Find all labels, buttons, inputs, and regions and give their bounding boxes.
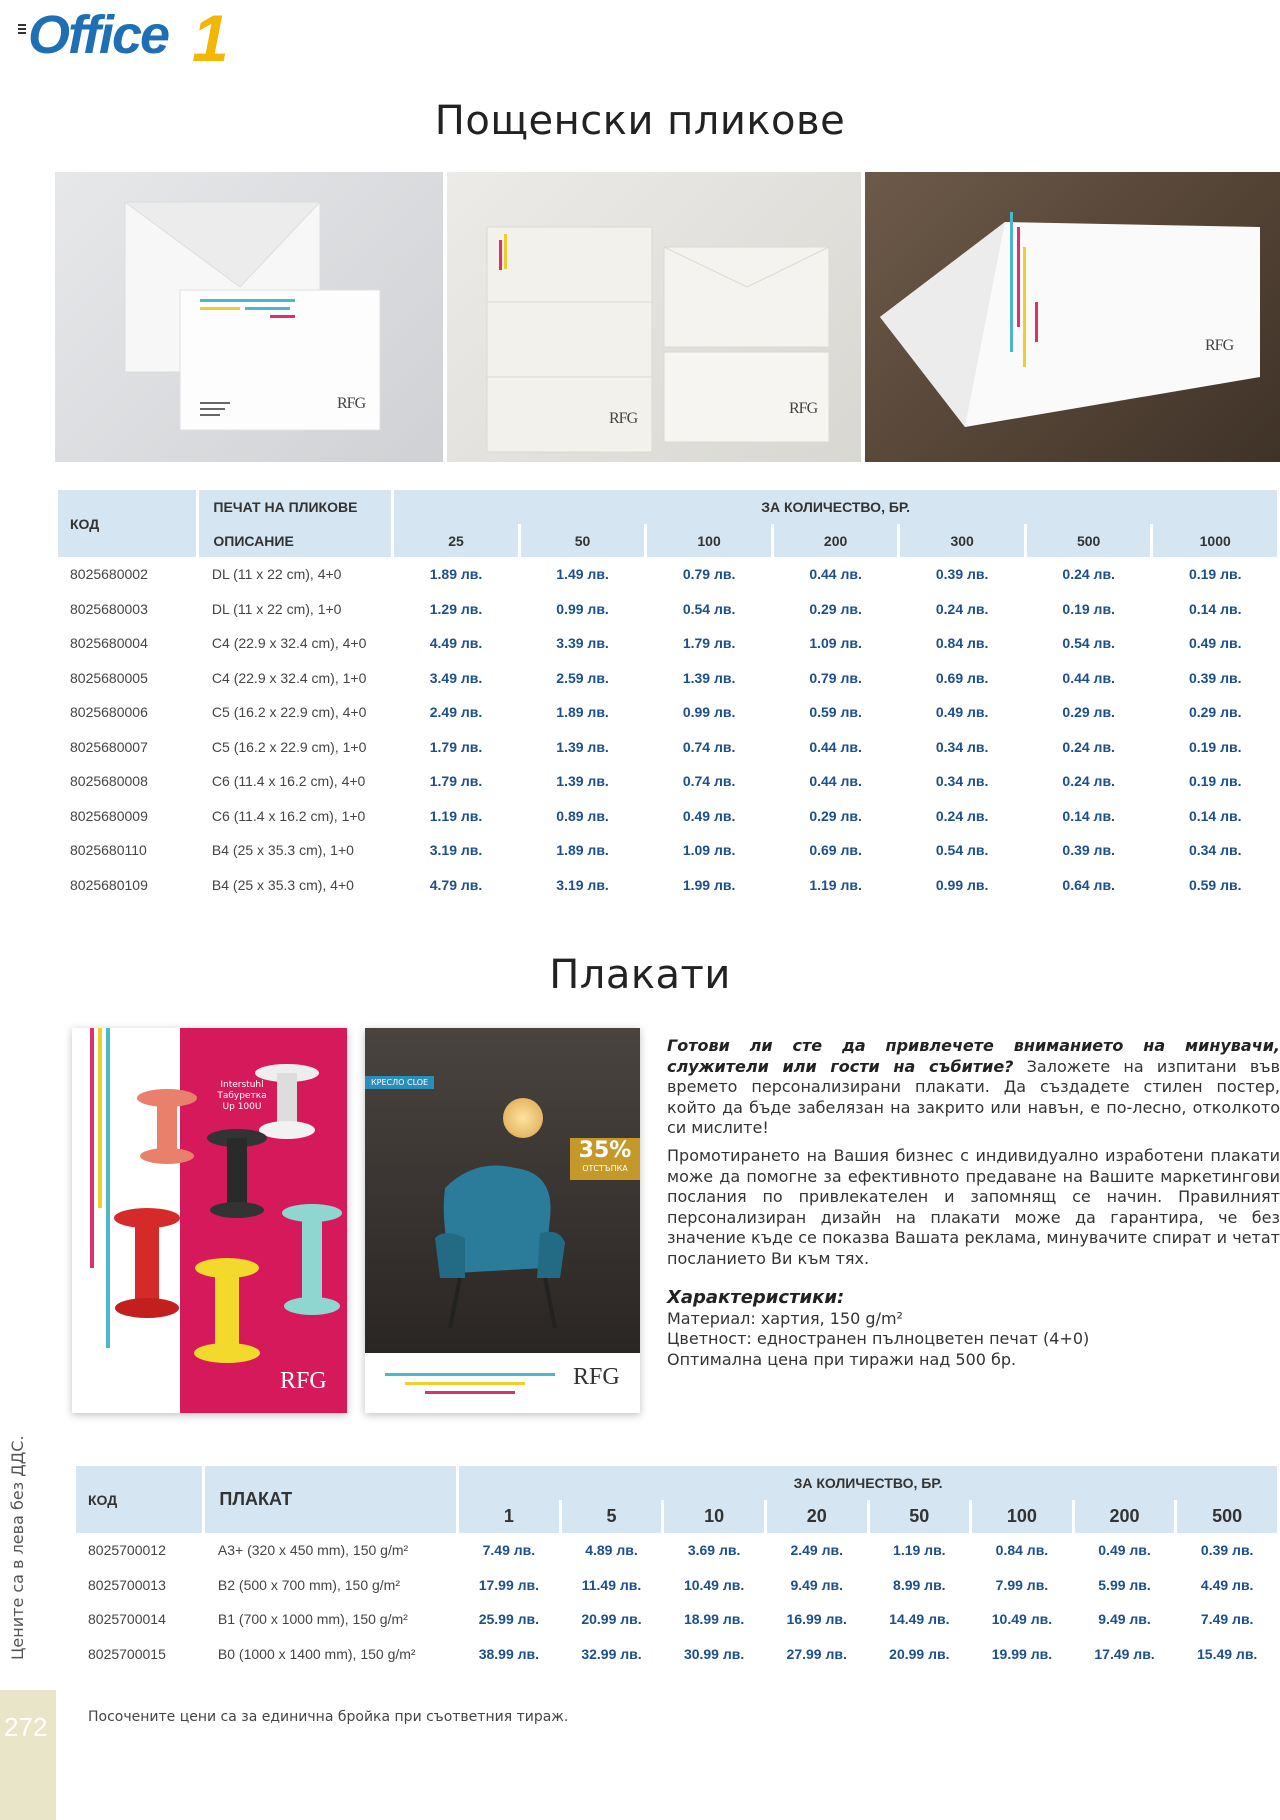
quantity-header: 300 bbox=[899, 524, 1026, 557]
table-row bbox=[58, 695, 1279, 730]
posters-intro bbox=[667, 1036, 1280, 1139]
price-cell: 0.44 лв. bbox=[809, 738, 862, 755]
quantity-header: 10 bbox=[663, 1500, 766, 1533]
product-code: 8025680110 bbox=[70, 842, 147, 859]
product-description: C5 (16.2 x 22.9 cm), 1+0 bbox=[211, 738, 367, 755]
product-description: C5 (16.2 x 22.9 cm), 4+0 bbox=[211, 704, 367, 721]
product-code: 8025680005 bbox=[70, 669, 148, 686]
table-row bbox=[58, 557, 1279, 592]
envelope-illustration-3 bbox=[865, 172, 1280, 462]
product-description: DL (11 x 22 cm), 4+0 bbox=[211, 566, 342, 583]
price-cell: 15.49 лв. bbox=[1197, 1645, 1258, 1662]
discount-badge-value: 35% bbox=[578, 1138, 632, 1163]
product-code: 8025680006 bbox=[70, 704, 148, 721]
poster-col-header-poster: ПЛАКАТ bbox=[204, 1466, 458, 1533]
feature-item: Материал: хартия, 150 g/m² bbox=[667, 1308, 903, 1328]
price-cell: 0.29 лв. bbox=[1188, 704, 1242, 721]
price-cell: 2.49 лв. bbox=[790, 1542, 843, 1559]
price-cell: 0.14 лв. bbox=[1062, 807, 1115, 824]
rfg-mark: RFG bbox=[337, 395, 366, 412]
price-cell: 0.19 лв. bbox=[1188, 738, 1242, 755]
envelope-illustration-1 bbox=[55, 172, 443, 462]
col-header-description: ОПИСАНИЕ bbox=[198, 524, 393, 557]
price-cell: 1.99 лв. bbox=[682, 876, 736, 893]
poster-image-stools bbox=[72, 1028, 347, 1413]
price-cell: 0.19 лв. bbox=[1188, 566, 1242, 583]
price-cell: 1.89 лв. bbox=[556, 842, 609, 859]
price-cell: 2.59 лв. bbox=[556, 669, 609, 686]
price-cell: 0.44 лв. bbox=[809, 566, 862, 583]
quantity-header: 1000 bbox=[1152, 524, 1279, 557]
poster2-stripe bbox=[405, 1382, 525, 1385]
product-code: 8025700014 bbox=[88, 1611, 166, 1628]
product-code: 8025680004 bbox=[70, 635, 148, 652]
product-code: 8025680007 bbox=[70, 738, 148, 755]
posters-price-table bbox=[76, 1466, 1280, 1671]
posters-intro-bold: Готови ли сте да привлечете вниманието на минувачи, служители или гости на събитие? bbox=[667, 1036, 1280, 1076]
price-cell: 3.19 лв. bbox=[556, 876, 609, 893]
price-cell: 7.49 лв. bbox=[1200, 1611, 1254, 1628]
price-cell: 25.99 лв. bbox=[478, 1611, 540, 1628]
product-code: 8025680002 bbox=[70, 566, 148, 583]
price-cell: 0.99 лв. bbox=[556, 600, 609, 617]
product-code: 8025680109 bbox=[70, 876, 148, 893]
product-description: DL (11 x 22 cm), 1+0 bbox=[211, 600, 342, 617]
table-row bbox=[58, 764, 1279, 799]
price-cell: 0.34 лв. bbox=[935, 738, 989, 755]
price-cell: 9.49 лв. bbox=[1098, 1611, 1151, 1628]
poster2-stripe bbox=[425, 1391, 515, 1394]
envelopes-title: Пощенски пликове bbox=[434, 98, 846, 144]
poster1-label: Interstuhl Табуретка Up 100U bbox=[217, 1080, 267, 1112]
product-code: 8025700015 bbox=[88, 1645, 166, 1662]
price-cell: 4.49 лв. bbox=[1200, 1576, 1254, 1593]
price-cell: 0.49 лв. bbox=[935, 704, 989, 721]
price-cell: 0.49 лв. bbox=[682, 807, 736, 824]
poster-image-chair bbox=[365, 1028, 640, 1413]
price-cell: 0.19 лв. bbox=[1188, 773, 1242, 790]
envelope-illustration-2 bbox=[447, 172, 861, 462]
price-cell: 1.39 лв. bbox=[556, 773, 609, 790]
price-cell: 38.99 лв. bbox=[478, 1645, 540, 1662]
logo-text: Office bbox=[28, 5, 169, 65]
price-cell: 0.54 лв. bbox=[682, 600, 736, 617]
price-cell: 0.24 лв. bbox=[1062, 773, 1115, 790]
table-row bbox=[76, 1637, 1279, 1672]
product-description: C6 (11.4 x 16.2 cm), 4+0 bbox=[211, 773, 366, 790]
price-cell: 18.99 лв. bbox=[683, 1611, 745, 1628]
price-cell: 0.34 лв. bbox=[1188, 842, 1242, 859]
price-cell: 0.19 лв. bbox=[1062, 600, 1115, 617]
product-description: A3+ (320 x 450 mm), 150 g/m² bbox=[217, 1542, 409, 1559]
price-cell: 0.69 лв. bbox=[935, 669, 989, 686]
price-cell: 16.99 лв. bbox=[786, 1611, 847, 1628]
table-row bbox=[58, 626, 1279, 661]
price-cell: 0.74 лв. bbox=[682, 738, 736, 755]
price-cell: 0.39 лв. bbox=[935, 566, 989, 583]
posters-title: Плакати bbox=[549, 952, 731, 998]
quantity-header: 20 bbox=[765, 1500, 868, 1533]
price-cell: 30.99 лв. bbox=[683, 1645, 745, 1662]
price-cell: 20.99 лв. bbox=[889, 1645, 950, 1662]
price-cell: 0.24 лв. bbox=[1062, 566, 1115, 583]
poster-col-header-quantity: ЗА КОЛИЧЕСТВО, БР. bbox=[458, 1466, 1279, 1500]
price-cell: 0.54 лв. bbox=[1062, 635, 1115, 652]
price-cell: 0.84 лв. bbox=[935, 635, 989, 652]
price-cell: 3.49 лв. bbox=[429, 669, 483, 686]
price-cell: 1.39 лв. bbox=[682, 669, 736, 686]
price-cell: 1.19 лв. bbox=[809, 876, 862, 893]
price-cell: 4.79 лв. bbox=[429, 876, 483, 893]
col-header-code: КОД bbox=[58, 490, 198, 557]
rfg-mark-4: RFG bbox=[1205, 337, 1234, 354]
quantity-header: 5 bbox=[560, 1500, 663, 1533]
price-cell: 1.39 лв. bbox=[556, 738, 609, 755]
price-cell: 1.19 лв. bbox=[429, 807, 483, 824]
product-description: C6 (11.4 x 16.2 cm), 1+0 bbox=[211, 807, 366, 824]
product-code: 8025680009 bbox=[70, 807, 148, 824]
table-row bbox=[58, 833, 1279, 868]
table-row bbox=[58, 661, 1279, 696]
price-cell: 1.29 лв. bbox=[429, 600, 483, 617]
table-row bbox=[58, 799, 1279, 834]
price-cell: 0.59 лв. bbox=[809, 704, 862, 721]
poster2-label: КРЕСЛО CLOE bbox=[365, 1076, 434, 1089]
product-description: B1 (700 x 1000 mm), 150 g/m² bbox=[217, 1611, 408, 1628]
price-cell: 0.34 лв. bbox=[935, 773, 989, 790]
envelope-photo-2 bbox=[447, 172, 861, 462]
rfg-mark-2: RFG bbox=[609, 410, 638, 427]
poster2-rfg: RFG bbox=[573, 1364, 620, 1390]
price-cell: 0.14 лв. bbox=[1188, 600, 1242, 617]
price-cell: 0.54 лв. bbox=[935, 842, 989, 859]
feature-item: Оптимална цена при тиражи над 500 бр. bbox=[667, 1349, 1017, 1369]
price-cell: 0.59 лв. bbox=[1188, 876, 1242, 893]
price-cell: 17.99 лв. bbox=[478, 1576, 540, 1593]
table-row bbox=[58, 592, 1279, 627]
price-cell: 7.99 лв. bbox=[995, 1576, 1049, 1593]
price-cell: 5.99 лв. bbox=[1098, 1576, 1151, 1593]
price-cell: 1.79 лв. bbox=[429, 738, 483, 755]
price-cell: 1.09 лв. bbox=[682, 842, 736, 859]
product-code: 8025700012 bbox=[88, 1542, 166, 1559]
price-cell: 0.49 лв. bbox=[1188, 635, 1242, 652]
product-code: 8025680008 bbox=[70, 773, 148, 790]
price-cell: 0.29 лв. bbox=[809, 600, 862, 617]
chair-illustration bbox=[365, 1028, 640, 1413]
quantity-header: 200 bbox=[1073, 1500, 1176, 1533]
features-title: Характеристики: bbox=[667, 1287, 845, 1308]
poster2-stripe bbox=[385, 1373, 555, 1376]
price-cell: 0.44 лв. bbox=[809, 773, 862, 790]
price-cell: 4.49 лв. bbox=[429, 635, 483, 652]
feature-item: Цветност: едностранен пълноцветен печат (4+0) bbox=[667, 1329, 1090, 1348]
col-header-quantity: ЗА КОЛИЧЕСТВО, БР. bbox=[393, 490, 1279, 524]
price-cell: 1.09 лв. bbox=[809, 635, 862, 652]
quantity-header: 50 bbox=[868, 1500, 971, 1533]
price-cell: 7.49 лв. bbox=[482, 1542, 536, 1559]
envelope-photo-3 bbox=[865, 172, 1280, 462]
quantity-header: 1 bbox=[458, 1500, 561, 1533]
price-cell: 0.24 лв. bbox=[1062, 738, 1115, 755]
price-cell: 0.99 лв. bbox=[682, 704, 736, 721]
office1-logo[interactable] bbox=[22, 1, 232, 75]
price-cell: 1.49 лв. bbox=[556, 566, 609, 583]
side-price-note: Цените са в лева без ДДС. bbox=[8, 1435, 27, 1660]
price-cell: 1.89 лв. bbox=[556, 704, 609, 721]
price-cell: 1.19 лв. bbox=[893, 1542, 946, 1559]
price-cell: 0.29 лв. bbox=[1062, 704, 1115, 721]
quantity-header: 100 bbox=[971, 1500, 1074, 1533]
price-cell: 14.49 лв. bbox=[889, 1611, 950, 1628]
price-cell: 0.14 лв. bbox=[1188, 807, 1242, 824]
price-cell: 32.99 лв. bbox=[581, 1645, 642, 1662]
logo-one: 1 bbox=[192, 1, 229, 75]
table-row bbox=[76, 1568, 1279, 1603]
price-cell: 3.39 лв. bbox=[556, 635, 609, 652]
quantity-header: 100 bbox=[646, 524, 773, 557]
page-number: 272 bbox=[4, 1712, 48, 1742]
envelope-photo-1 bbox=[55, 172, 443, 462]
quantity-header: 500 bbox=[1176, 1500, 1279, 1533]
quantity-header: 50 bbox=[519, 524, 646, 557]
price-cell: 10.49 лв. bbox=[683, 1576, 745, 1593]
price-cell: 17.49 лв. bbox=[1094, 1645, 1155, 1662]
price-cell: 0.79 лв. bbox=[809, 669, 862, 686]
price-cell: 27.99 лв. bbox=[786, 1645, 847, 1662]
poster-col-header-code: КОД bbox=[76, 1466, 204, 1533]
quantity-header: 500 bbox=[1025, 524, 1152, 557]
product-description: C4 (22.9 x 32.4 cm), 1+0 bbox=[211, 669, 367, 686]
price-cell: 1.79 лв. bbox=[682, 635, 736, 652]
price-cell: 11.49 лв. bbox=[581, 1576, 642, 1593]
price-cell: 0.44 лв. bbox=[1062, 669, 1115, 686]
price-cell: 1.79 лв. bbox=[429, 773, 483, 790]
product-description: B0 (1000 x 1400 mm), 150 g/m² bbox=[217, 1645, 416, 1662]
price-cell: 0.24 лв. bbox=[935, 600, 989, 617]
product-description: B4 (25 x 35.3 cm), 4+0 bbox=[211, 876, 354, 893]
price-cell: 0.89 лв. bbox=[556, 807, 609, 824]
discount-badge-sub: ОТСТЪПКА bbox=[582, 1164, 628, 1173]
footnote: Посочените цени са за единична бройка при съответния тираж. bbox=[88, 1709, 569, 1725]
posters-paragraph: Промотирането на Вашия бизнес с индивидуално изработени плакати може да помогне за ефективното предаване на Вашите маркетингови послания по привлекателен и запомнящ се начин. Правилният персонализиран дизайн на плакати може да гарантира, че без значение къде се показва Вашата реклама, минувачите спират и четат посланието Ви към тях. bbox=[667, 1146, 1280, 1268]
product-description: B2 (500 x 700 mm), 150 g/m² bbox=[217, 1576, 400, 1593]
table-row bbox=[76, 1533, 1279, 1568]
quantity-header: 200 bbox=[772, 524, 899, 557]
quantity-header: 25 bbox=[393, 524, 520, 557]
price-cell: 19.99 лв. bbox=[991, 1645, 1053, 1662]
price-cell: 0.39 лв. bbox=[1062, 842, 1115, 859]
price-cell: 0.39 лв. bbox=[1188, 669, 1242, 686]
product-code: 8025680003 bbox=[70, 600, 148, 617]
price-cell: 0.49 лв. bbox=[1098, 1542, 1151, 1559]
posters-features bbox=[667, 1288, 1280, 1370]
price-cell: 0.64 лв. bbox=[1062, 876, 1115, 893]
table-row bbox=[58, 868, 1279, 903]
stools-illustration bbox=[72, 1028, 347, 1413]
posters-intro-rest: Заложете на изпитани във времето персонализирани плакати. Да създадете стилен постер, който да бъде забелязан на закрито или навън, е по-лесно, отколкото си мислите! bbox=[667, 1056, 1280, 1137]
price-cell: 20.99 лв. bbox=[581, 1611, 642, 1628]
price-cell: 0.69 лв. bbox=[809, 842, 862, 859]
page-number-box bbox=[0, 1690, 56, 1820]
product-description: C4 (22.9 x 32.4 cm), 4+0 bbox=[211, 635, 367, 652]
price-cell: 8.99 лв. bbox=[893, 1576, 946, 1593]
price-cell: 2.49 лв. bbox=[429, 704, 483, 721]
product-description: B4 (25 x 35.3 cm), 1+0 bbox=[211, 842, 354, 859]
table-row bbox=[58, 730, 1279, 765]
price-cell: 4.89 лв. bbox=[585, 1542, 638, 1559]
price-cell: 0.24 лв. bbox=[935, 807, 989, 824]
logo-bars bbox=[18, 24, 26, 36]
price-cell: 3.19 лв. bbox=[429, 842, 483, 859]
table-row bbox=[76, 1602, 1279, 1637]
price-cell: 0.74 лв. bbox=[682, 773, 736, 790]
price-cell: 3.69 лв. bbox=[687, 1542, 741, 1559]
envelopes-price-table bbox=[58, 490, 1280, 902]
price-cell: 0.29 лв. bbox=[809, 807, 862, 824]
price-cell: 0.39 лв. bbox=[1200, 1542, 1254, 1559]
price-cell: 0.79 лв. bbox=[682, 566, 736, 583]
price-cell: 0.99 лв. bbox=[935, 876, 989, 893]
rfg-mark-3: RFG bbox=[789, 400, 818, 417]
price-cell: 10.49 лв. bbox=[991, 1611, 1053, 1628]
col-header-print: ПЕЧАТ НА ПЛИКОВЕ bbox=[198, 490, 393, 524]
product-code: 8025700013 bbox=[88, 1576, 166, 1593]
poster1-rfg: RFG bbox=[280, 1368, 327, 1394]
price-cell: 9.49 лв. bbox=[790, 1576, 843, 1593]
price-cell: 0.84 лв. bbox=[995, 1542, 1049, 1559]
price-cell: 1.89 лв. bbox=[429, 566, 483, 583]
